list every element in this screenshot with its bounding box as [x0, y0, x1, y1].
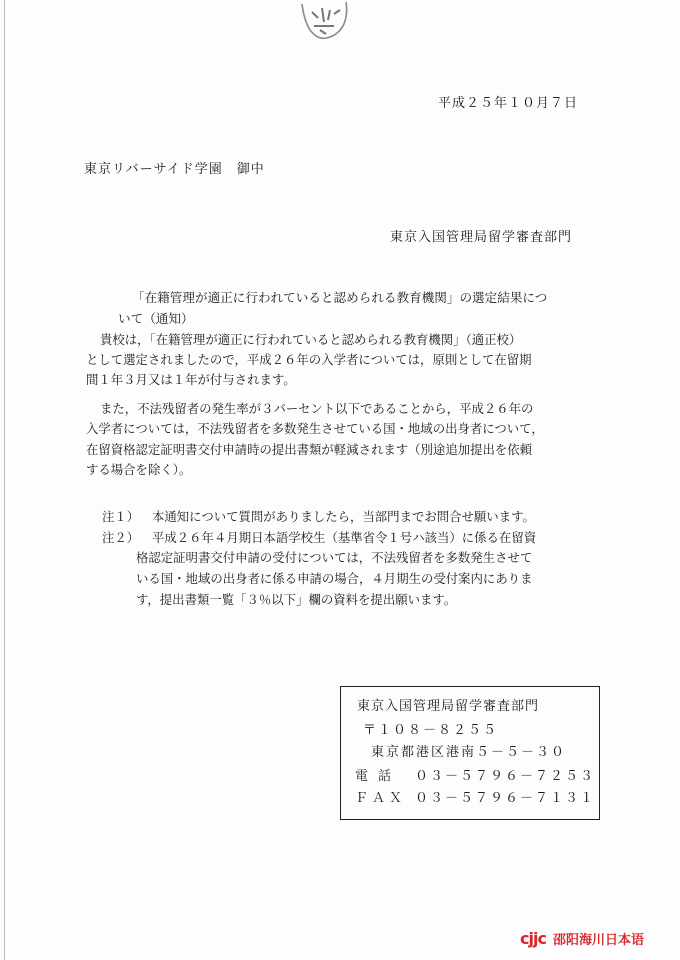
note-text: いる国・地域の出身者に係る申請の場合，４月期生の受付案内にありま [136, 571, 533, 586]
page-edge-line [4, 0, 5, 960]
contact-fax: ０３－５７９６－７１３１ [415, 791, 596, 806]
body-text-line: する場合を除く）。 [86, 462, 192, 477]
document-date: 平成２５年１０月７日 [438, 96, 579, 111]
note-label: 注１） [102, 509, 140, 524]
note-label: 注２） [102, 530, 140, 545]
contact-fax-label: ＦＡＸ [355, 791, 407, 806]
contact-phone: ０３－５７９６－７２５３ [415, 769, 596, 784]
body-text-line: また，不法残留者の発生率が３パーセント以下であることから，平成２６年の [100, 401, 534, 416]
addressee: 東京リバーサイド学園 御中 [84, 162, 265, 177]
contact-info-box [340, 686, 600, 820]
contact-postal-code: 〒１０８－８２５５ [363, 723, 499, 738]
watermark [520, 928, 644, 950]
body-text-line: 貴校は，「在籍管理が適正に行われていると認められる教育機関」（適正校） [100, 332, 522, 347]
contact-address: 東京都港区港南５－５－３０ [371, 745, 567, 760]
watermark-logo: cjjc [520, 929, 546, 948]
body-text-line: 入学者については，不法残留者を多数発生させている国・地域の出身者について， [86, 421, 544, 436]
note-text: 本通知について質問がありましたら，当部門までお問合せ願います。 [152, 509, 535, 524]
subject-line: いて（通知） [118, 311, 194, 326]
subject-line: 「在籍管理が適正に行われていると認められる教育機関」の選定結果につ [132, 290, 548, 305]
note-text: 平成２６年４月期日本語学校生（基準省令１号ハ該当）に係る在留資 [152, 530, 537, 545]
watermark-text: 邵阳海川日本语 [553, 933, 645, 948]
sender-department: 東京入国管理局留学審査部門 [390, 230, 573, 245]
note-text: 格認定証明書交付申請の受付については，不法残留者を多数発生させて [136, 550, 533, 565]
official-seal-stamp [296, 0, 352, 42]
contact-phone-label: 電話 [355, 769, 402, 784]
body-text-line: 間１年３月又は１年が付与されます。 [86, 372, 296, 387]
contact-organization: 東京入国管理局留学審査部門 [357, 699, 540, 714]
note-text: す，提出書類一覧「３％以下」欄の資料を提出願います。 [136, 592, 457, 607]
body-text-line: として選定されましたので，平成２６年の入学者については，原則として在留期 [86, 352, 532, 367]
body-text-line: 在留資格認定証明書交付申請時の提出書類が軽減されます（別途追加提出を依頼 [86, 442, 533, 457]
